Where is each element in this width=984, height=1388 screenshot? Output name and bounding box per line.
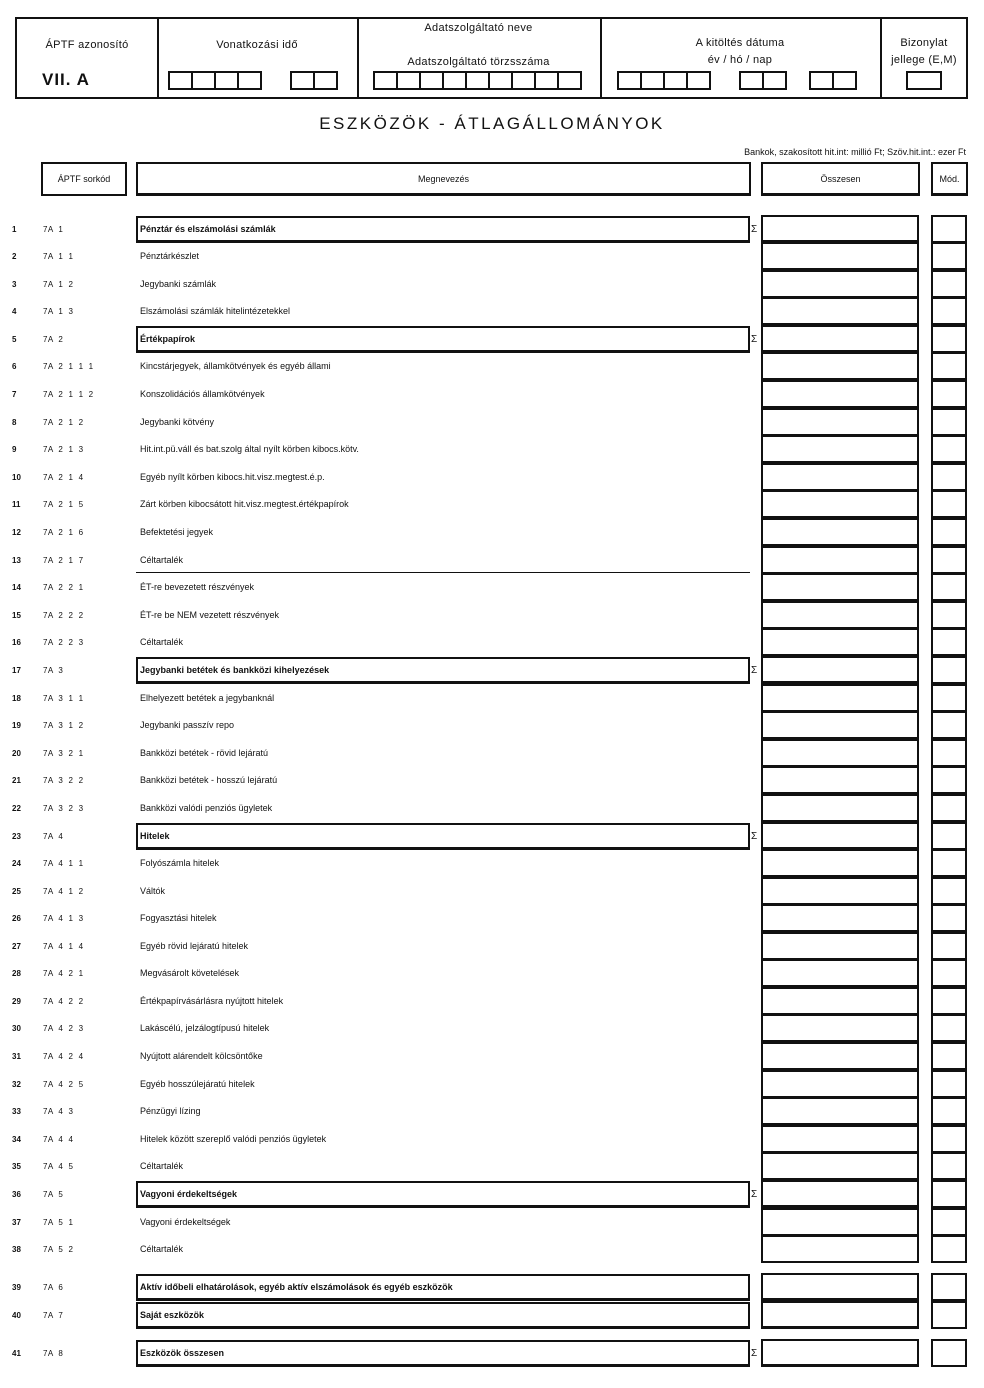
row-code: 7A 2 1 4 (43, 473, 84, 482)
row-code: 7A 4 2 3 (43, 1024, 84, 1033)
aptf-id-label: ÁPTF azonosító (45, 39, 129, 51)
section-name-box (136, 1340, 750, 1367)
table-row (0, 932, 984, 959)
row-number: 18 (12, 694, 21, 703)
mod-input[interactable] (931, 297, 967, 325)
mod-input[interactable] (931, 1042, 967, 1070)
row-name: Céltartalék (140, 1161, 184, 1171)
row-name: Befektetési jegyek (140, 527, 214, 537)
total-input[interactable] (761, 242, 919, 270)
row-number: 39 (12, 1283, 21, 1292)
fill-year-boxes[interactable] (617, 71, 711, 90)
row-code: 7A 1 1 (43, 252, 74, 261)
table-row (0, 490, 984, 517)
table-row (0, 601, 984, 628)
doc-type-label: Bizonylat (900, 37, 948, 49)
table-row (0, 352, 984, 379)
total-input[interactable] (761, 766, 919, 794)
table-row (0, 325, 984, 352)
row-number: 15 (12, 611, 21, 620)
row-name: ÉT-re be NEM vezetett részvények (140, 610, 280, 620)
mod-input[interactable] (931, 628, 967, 656)
row-name: Céltartalék (140, 1244, 184, 1254)
row-name: Céltartalék (140, 555, 184, 565)
row-code: 7A 5 2 (43, 1245, 74, 1254)
row-name: Váltók (140, 886, 166, 896)
table-row (0, 766, 984, 793)
row-code: 7A 2 (43, 335, 64, 344)
table-row (0, 270, 984, 297)
row-code: 7A 2 1 2 (43, 418, 84, 427)
table-row (0, 1042, 984, 1069)
period-month-boxes[interactable] (290, 71, 338, 90)
mod-input[interactable] (931, 408, 967, 436)
row-code: 7A 3 1 1 (43, 694, 84, 703)
fill-month-boxes[interactable] (739, 71, 787, 90)
row-code: 7A 4 1 4 (43, 942, 84, 951)
mod-input[interactable] (931, 684, 967, 712)
table-row (0, 1125, 984, 1152)
period-cell (159, 19, 359, 97)
mod-input[interactable] (931, 270, 967, 298)
total-input[interactable] (761, 435, 919, 463)
table-row (0, 959, 984, 986)
row-name: Értékpapírvásárlásra nyújtott hitelek (140, 996, 284, 1006)
doc-type-cell (882, 19, 966, 97)
row-code: 7A 1 (43, 225, 64, 234)
row-code: 7A 2 2 3 (43, 638, 84, 647)
mod-input[interactable] (931, 711, 967, 739)
row-code: 7A 6 (43, 1283, 64, 1292)
total-input[interactable] (761, 959, 919, 987)
row-number: 29 (12, 997, 21, 1006)
table-row (0, 794, 984, 821)
table-row (0, 546, 984, 573)
col-header-total: Összesen (761, 162, 920, 196)
row-code: 7A 2 1 5 (43, 500, 84, 509)
table-row (0, 656, 984, 683)
table-row (0, 1180, 984, 1207)
mod-input[interactable] (931, 1208, 967, 1236)
total-input[interactable] (761, 601, 919, 629)
row-number: 28 (12, 969, 21, 978)
total-input[interactable] (761, 794, 919, 822)
total-input[interactable] (761, 1152, 919, 1180)
total-input[interactable] (761, 297, 919, 325)
row-number: 7 (12, 390, 17, 399)
table-row (0, 1235, 984, 1262)
row-code: 7A 1 2 (43, 280, 74, 289)
row-code: 7A 5 (43, 1190, 64, 1199)
row-code: 7A 2 1 7 (43, 556, 84, 565)
row-number: 36 (12, 1190, 21, 1199)
row-name: Hitelek (140, 831, 170, 841)
total-input[interactable] (761, 987, 919, 1015)
table-row (0, 463, 984, 490)
sum-marker: Σ (751, 831, 758, 842)
row-code: 7A 3 1 2 (43, 721, 84, 730)
row-code: 7A 1 3 (43, 307, 74, 316)
row-number: 24 (12, 859, 21, 868)
row-number: 38 (12, 1245, 21, 1254)
mod-input[interactable] (931, 1180, 967, 1208)
table-row (0, 711, 984, 738)
row-number: 34 (12, 1135, 21, 1144)
total-input[interactable] (761, 352, 919, 380)
row-number: 8 (12, 418, 17, 427)
table-row (0, 739, 984, 766)
total-input[interactable] (761, 739, 919, 767)
row-code: 7A 4 2 2 (43, 997, 84, 1006)
row-name: Hitelek között szereplő valódi penziós ügyletek (140, 1134, 327, 1144)
total-input[interactable] (761, 1014, 919, 1042)
row-code: 7A 5 1 (43, 1218, 74, 1227)
row-number: 32 (12, 1080, 21, 1089)
total-input[interactable] (761, 822, 919, 850)
sum-marker: Σ (751, 1189, 758, 1200)
total-input[interactable] (761, 849, 919, 877)
mod-input[interactable] (931, 1097, 967, 1125)
mod-input[interactable] (931, 601, 967, 629)
row-name: Pénzügyi lízing (140, 1106, 201, 1116)
table-row (0, 877, 984, 904)
row-code: 7A 4 (43, 832, 64, 841)
total-input[interactable] (761, 1301, 919, 1329)
total-input[interactable] (761, 1070, 919, 1098)
row-code: 7A 2 1 6 (43, 528, 84, 537)
section-divider (136, 572, 750, 573)
row-name: Hit.int.pü.váll és bat.szolg által nyílt körben kibocs.kötv. (140, 444, 359, 454)
total-input[interactable] (761, 904, 919, 932)
row-name: Bankközi betétek - rövid lejáratú (140, 748, 269, 758)
row-code: 7A 2 2 1 (43, 583, 84, 592)
row-name: Megvásárolt követelések (140, 968, 240, 978)
row-number: 14 (12, 583, 21, 592)
row-name: ÉT-re bevezetett részvények (140, 582, 255, 592)
mod-input[interactable] (931, 766, 967, 794)
unit-note: Bankok, szakosított hit.int: millió Ft; Szöv.hit.int.: ezer Ft (744, 147, 966, 157)
row-name: Céltartalék (140, 637, 184, 647)
row-number: 35 (12, 1162, 21, 1171)
row-code: 7A 4 1 3 (43, 914, 84, 923)
table-row (0, 380, 984, 407)
row-name: Zárt körben kibocsátott hit.visz.megtest.értékpapírok (140, 499, 349, 509)
mod-input[interactable] (931, 877, 967, 905)
mod-input[interactable] (931, 573, 967, 601)
row-name: Nyújtott alárendelt kölcsöntőke (140, 1051, 263, 1061)
provider-cell (359, 19, 602, 97)
section-name-box (136, 823, 750, 850)
row-name: Jegybanki kötvény (140, 417, 215, 427)
mod-input[interactable] (931, 1235, 967, 1263)
table-row (0, 242, 984, 269)
total-input[interactable] (761, 546, 919, 574)
mod-input[interactable] (931, 932, 967, 960)
mod-input[interactable] (931, 1125, 967, 1153)
provider-reg-boxes[interactable] (373, 71, 582, 90)
row-number: 37 (12, 1218, 21, 1227)
row-number: 22 (12, 804, 21, 813)
table-row (0, 1097, 984, 1124)
row-name: Eszközök összesen (140, 1348, 225, 1358)
period-year-boxes[interactable] (168, 71, 262, 90)
row-code: 7A 7 (43, 1311, 64, 1320)
col-header-name: Megnevezés (136, 162, 751, 196)
table-row (0, 684, 984, 711)
row-name: Vagyoni érdekeltségek (140, 1189, 238, 1199)
table-row (0, 1208, 984, 1235)
mod-input[interactable] (931, 987, 967, 1015)
row-code: 7A 3 2 2 (43, 776, 84, 785)
total-input[interactable] (761, 1208, 919, 1236)
total-input[interactable] (761, 1097, 919, 1125)
row-name: Vagyoni érdekeltségek (140, 1217, 231, 1227)
period-label: Vonatkozási idő (216, 39, 298, 51)
total-input[interactable] (761, 408, 919, 436)
col-header-mod: Mód. (931, 162, 968, 196)
row-name: Egyéb rövid lejáratú hitelek (140, 941, 249, 951)
row-name: Jegybanki betétek és bankközi kihelyezések (140, 665, 330, 675)
mod-input[interactable] (931, 380, 967, 408)
doc-type-sub: jellege (E,M) (891, 54, 957, 66)
total-input[interactable] (761, 215, 919, 243)
table-row (0, 1339, 984, 1366)
row-name: Bankközi valódi penziós ügyletek (140, 803, 273, 813)
mod-input[interactable] (931, 242, 967, 270)
row-code: 7A 2 1 3 (43, 445, 84, 454)
total-input[interactable] (761, 684, 919, 712)
row-number: 10 (12, 473, 21, 482)
mod-input[interactable] (931, 849, 967, 877)
total-input[interactable] (761, 1125, 919, 1153)
total-input[interactable] (761, 518, 919, 546)
row-code: 7A 3 (43, 666, 64, 675)
row-number: 31 (12, 1052, 21, 1061)
table-row (0, 987, 984, 1014)
total-input[interactable] (761, 463, 919, 491)
aptf-id-cell (17, 19, 159, 97)
table-row (0, 1301, 984, 1328)
total-input[interactable] (761, 325, 919, 353)
row-code: 7A 4 4 (43, 1135, 74, 1144)
row-name: Pénztár és elszámolási számlák (140, 224, 276, 234)
total-input[interactable] (761, 1042, 919, 1070)
row-name: Egyéb nyílt körben kibocs.hit.visz.megtest.é.p. (140, 472, 325, 482)
total-input[interactable] (761, 1180, 919, 1208)
mod-input[interactable] (931, 1273, 967, 1301)
row-number: 26 (12, 914, 21, 923)
row-number: 20 (12, 749, 21, 758)
provider-name-label: Adatszolgáltató neve (424, 22, 533, 34)
row-number: 40 (12, 1311, 21, 1320)
row-name: Fogyasztási hitelek (140, 913, 217, 923)
total-input[interactable] (761, 573, 919, 601)
row-name: Folyószámla hitelek (140, 858, 220, 868)
row-name: Aktív időbeli elhatárolások, egyéb aktív elszámolások és egyéb eszközök (140, 1282, 453, 1292)
fill-date-cell (602, 19, 882, 97)
mod-input[interactable] (931, 1301, 967, 1329)
table-row (0, 1152, 984, 1179)
table-row (0, 904, 984, 931)
row-name: Egyéb hosszúlejáratú hitelek (140, 1079, 255, 1089)
row-code: 7A 4 3 (43, 1107, 74, 1116)
row-number: 19 (12, 721, 21, 730)
row-code: 7A 4 2 1 (43, 969, 84, 978)
row-name: Saját eszközök (140, 1310, 205, 1320)
total-input[interactable] (761, 656, 919, 684)
row-name: Kincstárjegyek, államkötvények és egyéb állami (140, 361, 331, 371)
row-code: 7A 3 2 1 (43, 749, 84, 758)
row-number: 30 (12, 1024, 21, 1033)
total-input[interactable] (761, 1273, 919, 1301)
row-number: 12 (12, 528, 21, 537)
row-number: 6 (12, 362, 17, 371)
row-code: 7A 4 2 5 (43, 1080, 84, 1089)
table-row (0, 518, 984, 545)
row-code: 7A 3 2 3 (43, 804, 84, 813)
table-row (0, 573, 984, 600)
fill-date-label: A kitöltés dátuma (695, 37, 785, 49)
row-number: 1 (12, 225, 17, 234)
row-number: 27 (12, 942, 21, 951)
table-row (0, 1014, 984, 1041)
total-input[interactable] (761, 270, 919, 298)
row-code: 7A 8 (43, 1349, 64, 1358)
sum-marker: Σ (751, 1348, 758, 1359)
row-number: 33 (12, 1107, 21, 1116)
row-code: 7A 4 2 4 (43, 1052, 84, 1061)
row-number: 11 (12, 500, 21, 509)
sum-marker: Σ (751, 224, 758, 235)
provider-reg-label: Adatszolgáltató törzsszáma (407, 56, 550, 68)
row-name: Jegybanki passzív repo (140, 720, 235, 730)
mod-input[interactable] (931, 325, 967, 353)
total-input[interactable] (761, 380, 919, 408)
section-name-box (136, 1302, 750, 1329)
mod-input[interactable] (931, 739, 967, 767)
row-number: 9 (12, 445, 17, 454)
row-name: Értékpapírok (140, 334, 196, 344)
row-number: 41 (12, 1349, 21, 1358)
total-input[interactable] (761, 1339, 919, 1367)
row-code: 7A 2 1 1 2 (43, 390, 94, 399)
mod-input[interactable] (931, 1014, 967, 1042)
mod-input[interactable] (931, 1070, 967, 1098)
total-input[interactable] (761, 932, 919, 960)
row-number: 25 (12, 887, 21, 896)
mod-input[interactable] (931, 904, 967, 932)
doc-type-box[interactable] (906, 71, 942, 90)
row-name: Bankközi betétek - hosszú lejáratú (140, 775, 278, 785)
mod-input[interactable] (931, 518, 967, 546)
row-number: 23 (12, 832, 21, 841)
row-number: 17 (12, 666, 21, 675)
row-name: Jegybanki számlák (140, 279, 217, 289)
table-row (0, 822, 984, 849)
mod-input[interactable] (931, 215, 967, 243)
mod-input[interactable] (931, 435, 967, 463)
mod-input[interactable] (931, 546, 967, 574)
row-name: Pénztárkészlet (140, 251, 200, 261)
page-title: ESZKÖZÖK - ÁTLAGÁLLOMÁNYOK (319, 114, 665, 133)
mod-input[interactable] (931, 463, 967, 491)
fill-day-boxes[interactable] (809, 71, 857, 90)
total-input[interactable] (761, 628, 919, 656)
row-name: Lakáscélú, jelzálogtípusú hitelek (140, 1023, 270, 1033)
mod-input[interactable] (931, 1152, 967, 1180)
mod-input[interactable] (931, 822, 967, 850)
row-code: 7A 4 1 1 (43, 859, 84, 868)
mod-input[interactable] (931, 490, 967, 518)
mod-input[interactable] (931, 352, 967, 380)
total-input[interactable] (761, 711, 919, 739)
table-row (0, 435, 984, 462)
row-name: Konszolidációs államkötvények (140, 389, 265, 399)
row-code: 7A 2 1 1 1 (43, 362, 94, 371)
row-number: 21 (12, 776, 21, 785)
table-row (0, 215, 984, 242)
table-row (0, 297, 984, 324)
col-header-code: ÁPTF sorkód (41, 162, 127, 196)
total-input[interactable] (761, 877, 919, 905)
total-input[interactable] (761, 1235, 919, 1263)
row-code: 7A 4 1 2 (43, 887, 84, 896)
section-name-box (136, 326, 750, 353)
row-number: 3 (12, 280, 17, 289)
mod-input[interactable] (931, 794, 967, 822)
mod-input[interactable] (931, 1339, 967, 1367)
table-row (0, 1273, 984, 1300)
table-row (0, 408, 984, 435)
row-number: 2 (12, 252, 17, 261)
row-number: 13 (12, 556, 21, 565)
row-name: Elszámolási számlák hitelintézetekkel (140, 306, 291, 316)
mod-input[interactable] (931, 656, 967, 684)
sum-marker: Σ (751, 665, 758, 676)
row-number: 4 (12, 307, 17, 316)
total-input[interactable] (761, 490, 919, 518)
row-name: Elhelyezett betétek a jegybanknál (140, 693, 275, 703)
row-code: 7A 2 2 2 (43, 611, 84, 620)
table-row (0, 1070, 984, 1097)
row-code: 7A 4 5 (43, 1162, 74, 1171)
row-number: 5 (12, 335, 17, 344)
fill-date-format: év / hó / nap (707, 54, 773, 66)
table-row (0, 849, 984, 876)
mod-input[interactable] (931, 959, 967, 987)
sum-marker: Σ (751, 334, 758, 345)
table-row (0, 628, 984, 655)
aptf-id-value: VII. A (42, 70, 90, 89)
form-header (15, 17, 968, 99)
row-number: 16 (12, 638, 21, 647)
